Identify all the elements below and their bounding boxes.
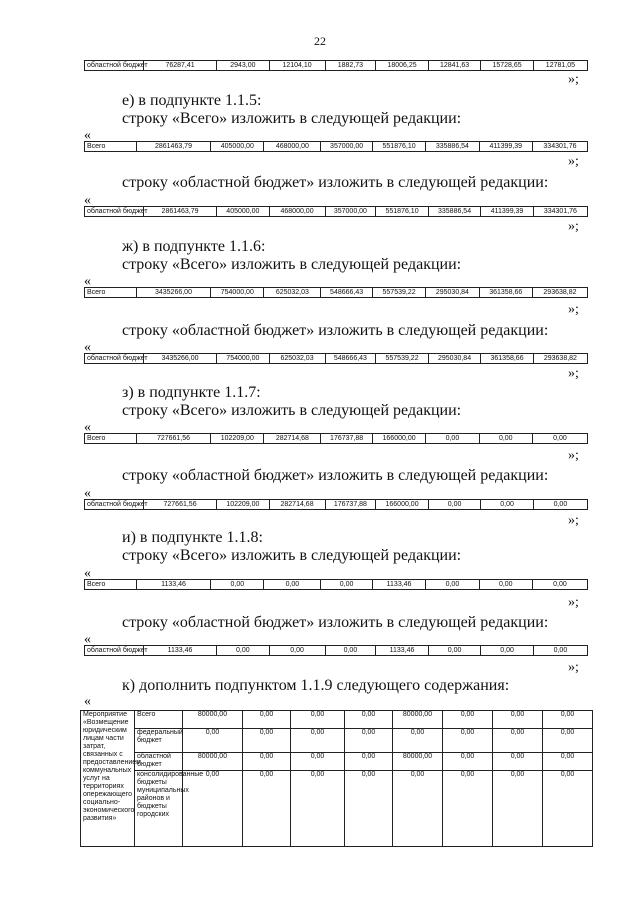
row-value: 0,00 xyxy=(263,580,320,589)
row-value: 468000,00 xyxy=(263,142,320,151)
row-value: 0,00 xyxy=(480,500,533,509)
section-heading-117: з) в подпункте 1.1.7: xyxy=(122,384,261,401)
cell-value: 0,00 xyxy=(183,729,243,753)
row-value: 295030,84 xyxy=(428,354,481,363)
row-value: 625032,03 xyxy=(263,288,320,297)
row-value: 0,00 xyxy=(320,580,372,589)
row-value: 1882,73 xyxy=(325,61,376,70)
page-number: 22 xyxy=(314,34,326,48)
row-value: 754000,00 xyxy=(216,354,269,363)
cell-value: 0,00 xyxy=(493,753,543,771)
measure-name: Мероприятие «Возмещение юридическим лицам части затрат, связанных с предоставлением коммунальных услуг на территориях опережающего социально-экономического развития» xyxy=(81,711,135,847)
row-value: 361358,66 xyxy=(480,354,533,363)
row-value: 468000,00 xyxy=(269,207,325,216)
row-value: 0,00 xyxy=(428,646,481,655)
cell-value: 0,00 xyxy=(291,729,345,753)
section-heading-119: к) дополнить подпунктом 1.1.9 следующего содержания: xyxy=(122,677,510,694)
row-value: 0,00 xyxy=(479,434,532,443)
row-value: 176737,88 xyxy=(320,434,372,443)
instruction-vsego: строку «Всего» изложить в следующей редакции: xyxy=(122,256,462,273)
row-value: 411399,39 xyxy=(479,142,532,151)
section-heading-116: ж) в подпункте 1.1.6: xyxy=(122,238,266,255)
cell-value: 0,00 xyxy=(443,729,493,753)
row-value: 3435266,00 xyxy=(143,354,216,363)
row-value: 335886,54 xyxy=(428,207,481,216)
cell-value: 0,00 xyxy=(393,771,443,847)
row-label: областной бюджет xyxy=(87,208,148,215)
quote-close: »; xyxy=(568,302,579,317)
row-value: 727661,56 xyxy=(143,500,216,509)
row-value: 557539,22 xyxy=(372,288,425,297)
row-value: 551876,10 xyxy=(372,142,425,151)
cell-value: 0,00 xyxy=(243,753,291,771)
row-value: 2943,00 xyxy=(216,61,269,70)
row-value: 357000,00 xyxy=(325,207,376,216)
row-value: 176737,88 xyxy=(325,500,376,509)
row-value: 282714,68 xyxy=(263,434,320,443)
table-row xyxy=(81,729,593,753)
row-value: 3435266,00 xyxy=(136,288,210,297)
row-value: 754000,00 xyxy=(210,288,263,297)
table-row xyxy=(81,771,593,847)
row-value: 1133,46 xyxy=(136,580,210,589)
row-value: 0,00 xyxy=(425,580,478,589)
row-value: 166000,00 xyxy=(372,434,425,443)
row-value: 0,00 xyxy=(425,434,478,443)
cell-value: 0,00 xyxy=(493,711,543,729)
table-row xyxy=(84,353,588,364)
cell-value: 80000,00 xyxy=(393,753,443,771)
row-value: 405000,00 xyxy=(216,207,269,216)
row-value: 2861463,79 xyxy=(143,207,216,216)
cell-value: 0,00 xyxy=(443,711,493,729)
table-row xyxy=(84,433,588,444)
cell-value: 0,00 xyxy=(243,771,291,847)
cell-value: 0,00 xyxy=(543,771,593,847)
quote-open: « xyxy=(84,694,91,709)
row-value: 1133,46 xyxy=(372,580,425,589)
cell-value: 0,00 xyxy=(345,771,393,847)
row-value: 12841,63 xyxy=(428,61,481,70)
row-value: 548666,43 xyxy=(325,354,376,363)
row-label: областной бюджет xyxy=(87,355,148,362)
row-label: Всего xyxy=(87,435,106,442)
row-value: 102209,00 xyxy=(216,500,269,509)
row-value: 335886,54 xyxy=(425,142,478,151)
row-value: 334301,76 xyxy=(532,142,587,151)
cell-value: 0,00 xyxy=(345,753,393,771)
table-row xyxy=(81,753,593,771)
table-row xyxy=(84,499,588,510)
cell-value: 80000,00 xyxy=(183,711,243,729)
cell-value: 0,00 xyxy=(543,729,593,753)
quote-close: »; xyxy=(568,595,579,610)
quote-close: »; xyxy=(568,513,579,528)
quote-open: « xyxy=(84,340,91,355)
table-row xyxy=(84,141,588,152)
quote-close: »; xyxy=(568,219,579,234)
funding-source: областной бюджет xyxy=(135,753,183,771)
row-value: 102209,00 xyxy=(210,434,263,443)
row-value: 0,00 xyxy=(480,646,533,655)
cell-value: 0,00 xyxy=(345,729,393,753)
cell-value: 0,00 xyxy=(543,753,593,771)
row-value: 0,00 xyxy=(533,500,587,509)
quote-close: »; xyxy=(568,154,579,169)
cell-value: 80000,00 xyxy=(393,711,443,729)
quote-open: « xyxy=(84,632,91,647)
row-value: 0,00 xyxy=(325,646,376,655)
quote-close: »; xyxy=(568,448,579,463)
row-value: 0,00 xyxy=(533,646,587,655)
row-label: Всего xyxy=(87,581,106,588)
section-heading-118: и) в подпункте 1.1.8: xyxy=(122,529,263,546)
row-value: 625032,03 xyxy=(269,354,325,363)
row-value: 551876,10 xyxy=(375,207,428,216)
row-value: 295030,84 xyxy=(425,288,478,297)
row-value: 548666,43 xyxy=(320,288,372,297)
row-value: 282714,68 xyxy=(269,500,325,509)
cell-value: 0,00 xyxy=(243,729,291,753)
row-value: 334301,76 xyxy=(533,207,587,216)
instruction-vsego: строку «Всего» изложить в следующей редакции: xyxy=(122,547,462,564)
table-row xyxy=(81,711,593,729)
cell-value: 0,00 xyxy=(543,711,593,729)
cell-value: 0,00 xyxy=(443,753,493,771)
row-value: 12781,05 xyxy=(533,61,587,70)
row-value: 12104,10 xyxy=(269,61,325,70)
instruction-vsego: строку «Всего» изложить в следующей редакции: xyxy=(122,110,462,127)
quote-open: « xyxy=(84,128,91,143)
row-value: 361358,66 xyxy=(479,288,532,297)
cell-value: 0,00 xyxy=(493,771,543,847)
cell-value: 0,00 xyxy=(443,771,493,847)
row-value: 0,00 xyxy=(532,580,587,589)
row-value: 293638,82 xyxy=(533,354,587,363)
cell-value: 0,00 xyxy=(243,711,291,729)
row-value: 76287,41 xyxy=(143,61,216,70)
row-value: 357000,00 xyxy=(320,142,372,151)
row-value: 18006,25 xyxy=(375,61,428,70)
instruction-vsego: строку «Всего» изложить в следующей редакции: xyxy=(122,402,462,419)
row-label: Всего xyxy=(87,143,106,150)
instruction-oblast: строку «областной бюджет» изложить в следующей редакции: xyxy=(122,322,549,339)
row-label: областной бюджет xyxy=(87,501,148,508)
row-label: областной бюджет xyxy=(87,647,148,654)
row-value: 0,00 xyxy=(269,646,325,655)
cell-value: 0,00 xyxy=(393,729,443,753)
row-value: 1133,46 xyxy=(375,646,428,655)
quote-close: »; xyxy=(568,366,579,381)
quote-open: « xyxy=(84,486,91,501)
instruction-oblast: строку «областной бюджет» изложить в следующей редакции: xyxy=(122,614,549,631)
cell-value: 0,00 xyxy=(345,711,393,729)
cell-value: 80000,00 xyxy=(183,753,243,771)
row-value: 405000,00 xyxy=(210,142,263,151)
row-value: 0,00 xyxy=(216,646,269,655)
quote-open: « xyxy=(84,193,91,208)
row-value: 2861463,79 xyxy=(136,142,210,151)
row-value: 0,00 xyxy=(428,500,481,509)
instruction-oblast: строку «областной бюджет» изложить в следующей редакции: xyxy=(122,467,549,484)
quote-open: « xyxy=(84,274,91,289)
row-value: 0,00 xyxy=(479,580,532,589)
row-value: 166000,00 xyxy=(375,500,428,509)
row-value: 0,00 xyxy=(532,434,587,443)
quote-open: « xyxy=(84,566,91,581)
section-heading-115: е) в подпункте 1.1.5: xyxy=(122,92,262,109)
table-row xyxy=(84,645,588,656)
row-value: 0,00 xyxy=(210,580,263,589)
instruction-oblast: строку «областной бюджет» изложить в следующей редакции: xyxy=(122,174,549,191)
row-value: 557539,22 xyxy=(375,354,428,363)
table-row xyxy=(84,287,588,298)
cell-value: 0,00 xyxy=(183,771,243,847)
measure-table xyxy=(80,710,593,847)
quote-close: »; xyxy=(568,660,579,675)
quote-open: « xyxy=(84,420,91,435)
cell-value: 0,00 xyxy=(291,771,345,847)
cell-value: 0,00 xyxy=(291,711,345,729)
table-row xyxy=(84,206,588,217)
funding-source: федеральный бюджет xyxy=(135,729,183,753)
row-value: 411399,39 xyxy=(480,207,533,216)
funding-source: консолидированные бюджеты муниципальных районов и бюджеты городских xyxy=(135,771,183,847)
table-row xyxy=(84,60,588,71)
table-row xyxy=(84,579,588,590)
row-label: Всего xyxy=(87,289,106,296)
row-value: 15728,65 xyxy=(480,61,533,70)
row-value: 727661,56 xyxy=(136,434,210,443)
cell-value: 0,00 xyxy=(493,729,543,753)
quote-close: »; xyxy=(568,72,579,87)
funding-source: Всего xyxy=(135,711,183,729)
cell-value: 0,00 xyxy=(291,753,345,771)
row-value: 293638,82 xyxy=(532,288,587,297)
row-label: областной бюджет xyxy=(87,62,148,69)
row-value: 1133,46 xyxy=(143,646,216,655)
